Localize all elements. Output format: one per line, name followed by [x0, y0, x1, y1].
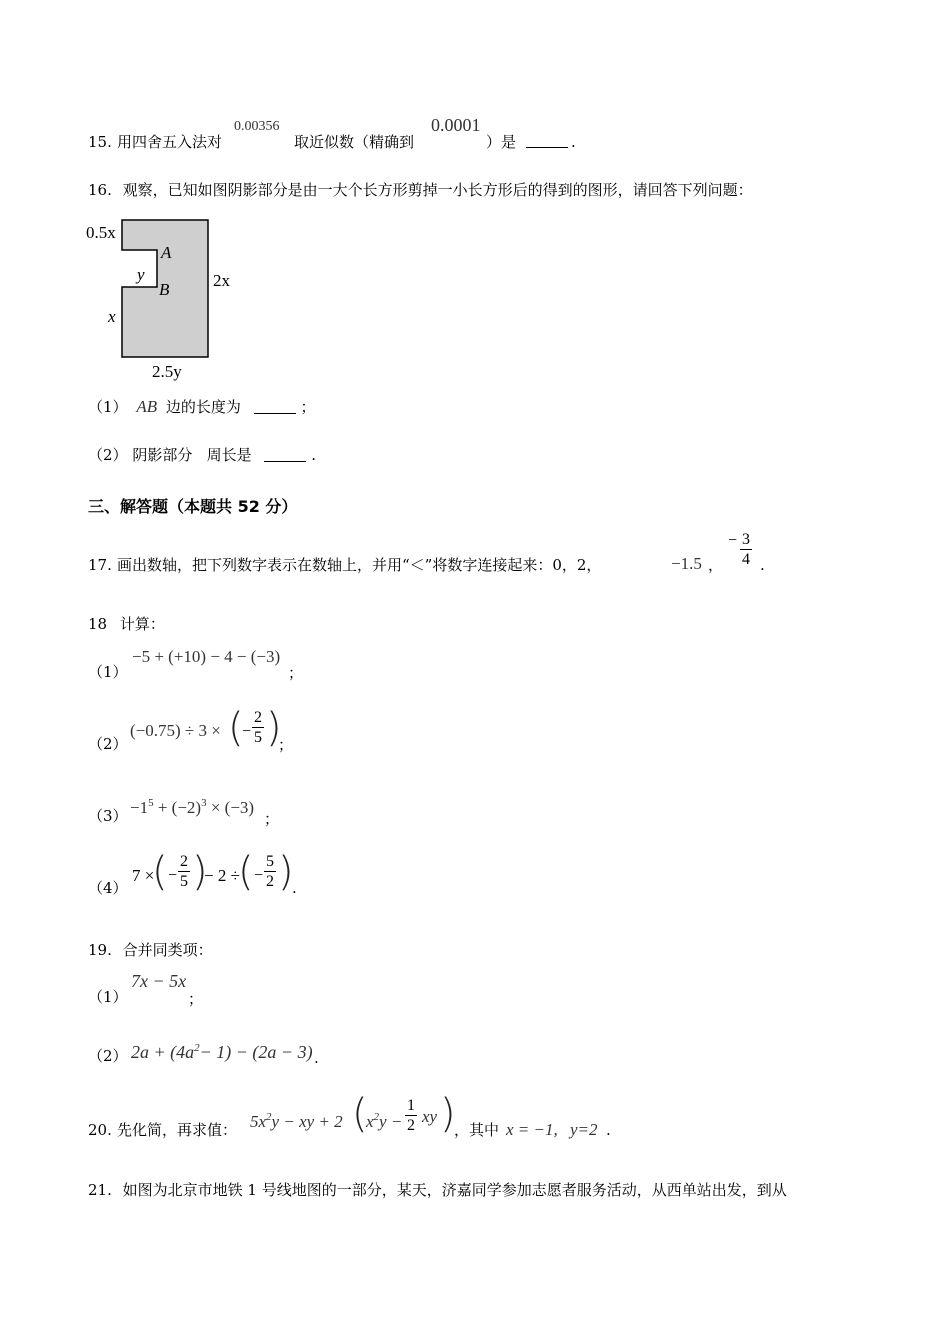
- term: y −: [379, 1112, 403, 1131]
- denominator: 2: [407, 1117, 415, 1134]
- question-text: 画出数轴，把下列数字表示在数轴上，并用“＜”将数字连接起来：0，2，: [117, 556, 602, 574]
- question-text: ）是: [486, 133, 517, 151]
- punctuation: ；: [264, 810, 280, 828]
- question-18-part-3: [88, 792, 388, 828]
- question-text: 计算：: [119, 615, 165, 633]
- fraction: [740, 530, 752, 569]
- math-value: 0.00356: [234, 119, 280, 134]
- punctuation: .: [606, 1121, 611, 1139]
- condition-x: x = −1,: [506, 1120, 558, 1139]
- question-text: 取近似数（精确到: [294, 133, 415, 151]
- minus-sign: −: [242, 723, 252, 740]
- fraction: [264, 852, 276, 891]
- label-a: A: [161, 243, 172, 262]
- part-label: （1）: [88, 988, 128, 1006]
- math-expression: [130, 794, 254, 817]
- punctuation: .: [314, 1049, 319, 1067]
- question-number: 16.: [88, 181, 112, 199]
- question-18: [88, 615, 165, 633]
- math-expression: 7x − 5x: [131, 971, 187, 991]
- math-expression: [366, 1108, 402, 1131]
- question-number: 20.: [88, 1121, 112, 1139]
- right-paren: ): [278, 849, 294, 895]
- exponent: 3: [201, 797, 207, 809]
- numerator: 3: [742, 531, 750, 548]
- denominator: 5: [180, 873, 188, 890]
- answer-blank: [526, 133, 568, 148]
- shaded-shape-figure: [82, 210, 262, 385]
- part-label: （2）: [88, 735, 128, 753]
- label-y: y: [137, 265, 145, 284]
- denominator: 5: [254, 729, 262, 746]
- question-18-part-4: [88, 849, 388, 904]
- question-19-part-2: [88, 1035, 408, 1069]
- math-expression: −5 + (+10) − 4 − (−3): [132, 647, 281, 666]
- label-top-left: 0.5x: [86, 223, 116, 242]
- punctuation: ；: [300, 398, 316, 416]
- punctuation: ，: [708, 556, 724, 574]
- numerator: 2: [254, 709, 262, 726]
- left-paren: (: [352, 1091, 368, 1137]
- math-expression: [131, 1039, 313, 1061]
- part-text: 阴影部分 周长是: [132, 446, 252, 464]
- left-paren: (: [228, 705, 244, 751]
- answer-blank: [254, 399, 296, 414]
- math-value: −1.5: [671, 554, 702, 573]
- question-16-part-2: [88, 446, 316, 464]
- math-expression: (−0.75) ÷ 3 ×: [130, 721, 221, 740]
- part-label: （1）: [88, 663, 128, 681]
- term: −1: [130, 798, 149, 817]
- left-paren: (: [238, 849, 254, 895]
- question-number: 15.: [88, 133, 112, 151]
- part-label: （2）: [88, 446, 128, 464]
- right-paren: ): [192, 849, 208, 895]
- question-18-part-2: [88, 705, 388, 760]
- minus-sign: −: [168, 867, 178, 884]
- question-18-part-1: [88, 648, 388, 684]
- question-text: 合并同类项：: [122, 941, 213, 959]
- exponent: 2: [194, 1042, 200, 1054]
- exponent: 2: [373, 1111, 380, 1123]
- numerator: 5: [266, 853, 274, 870]
- punctuation: .: [292, 879, 297, 897]
- math-precision: 0.0001: [431, 115, 481, 135]
- punctuation: .: [571, 133, 576, 151]
- question-15: [88, 115, 688, 154]
- label-left: x: [108, 307, 116, 326]
- minus-sign: −: [254, 867, 264, 884]
- answer-blank: [264, 447, 306, 462]
- question-19-part-1: [88, 970, 288, 1006]
- denominator: 4: [742, 551, 750, 568]
- right-paren: ): [266, 705, 282, 751]
- math-term: xy: [422, 1107, 438, 1126]
- math-expression: [250, 1108, 343, 1131]
- numerator: 1: [407, 1097, 415, 1114]
- question-text: 先化简，再求值：: [117, 1121, 238, 1139]
- term: x: [366, 1112, 374, 1131]
- punctuation: ；: [278, 736, 294, 754]
- question-21: [88, 1181, 787, 1199]
- denominator: 2: [266, 873, 274, 890]
- fraction: [252, 708, 264, 747]
- math-expression: − 2 ÷: [204, 866, 240, 885]
- question-text: ，其中: [454, 1121, 500, 1139]
- numerator: 2: [180, 853, 188, 870]
- part-label: （3）: [88, 807, 128, 825]
- label-bottom: 2.5y: [152, 362, 182, 381]
- term: − 1) − (2a − 3): [199, 1042, 313, 1062]
- term: 2a + (4a: [131, 1042, 195, 1062]
- term: × (−3): [210, 798, 255, 817]
- term: 5x: [250, 1112, 267, 1131]
- fraction: [178, 852, 190, 891]
- part-text: 边的长度为: [165, 398, 241, 416]
- question-text: 如图为北京市地铁 1 号线地图的一部分，某天，济嘉同学参加志愿者服务活动，从西单站出发，到从: [122, 1181, 787, 1199]
- question-19: [88, 941, 213, 959]
- condition-y: y=2: [570, 1120, 598, 1139]
- question-16: [88, 181, 753, 199]
- label-b: B: [159, 280, 170, 299]
- part-label: （2）: [88, 1047, 128, 1065]
- question-number: 18: [88, 615, 108, 633]
- question-text: 用四舍五入法对: [117, 133, 223, 151]
- right-paren: ): [440, 1091, 456, 1137]
- punctuation: .: [760, 556, 765, 574]
- left-paren: (: [152, 849, 168, 895]
- question-number: 17.: [88, 556, 112, 574]
- term: + (−2): [157, 798, 202, 817]
- question-17: [88, 530, 788, 580]
- math-expression: 7 ×: [132, 866, 155, 885]
- fraction: [405, 1096, 417, 1135]
- part-label: （1）: [88, 398, 128, 416]
- exponent: 2: [266, 1111, 272, 1123]
- question-number: 21.: [88, 1181, 112, 1199]
- label-right: 2x: [213, 271, 230, 290]
- question-20: [88, 1091, 688, 1146]
- question-number: 19.: [88, 941, 112, 959]
- punctuation: .: [311, 446, 316, 464]
- minus-sign: −: [728, 532, 738, 549]
- part-label: （4）: [88, 879, 128, 897]
- section-heading: 三、解答题（本题共 52 分）: [88, 497, 298, 516]
- math-ab: AB: [136, 397, 158, 416]
- punctuation: ；: [288, 664, 304, 682]
- term: y − xy + 2: [271, 1112, 343, 1131]
- question-16-part-1: [88, 398, 315, 416]
- question-text: 观察，已知如图阴影部分是由一大个长方形剪掉一小长方形后的得到的图形，请回答下列问题：: [122, 181, 753, 199]
- exponent: 5: [148, 797, 154, 809]
- punctuation: ；: [188, 990, 204, 1008]
